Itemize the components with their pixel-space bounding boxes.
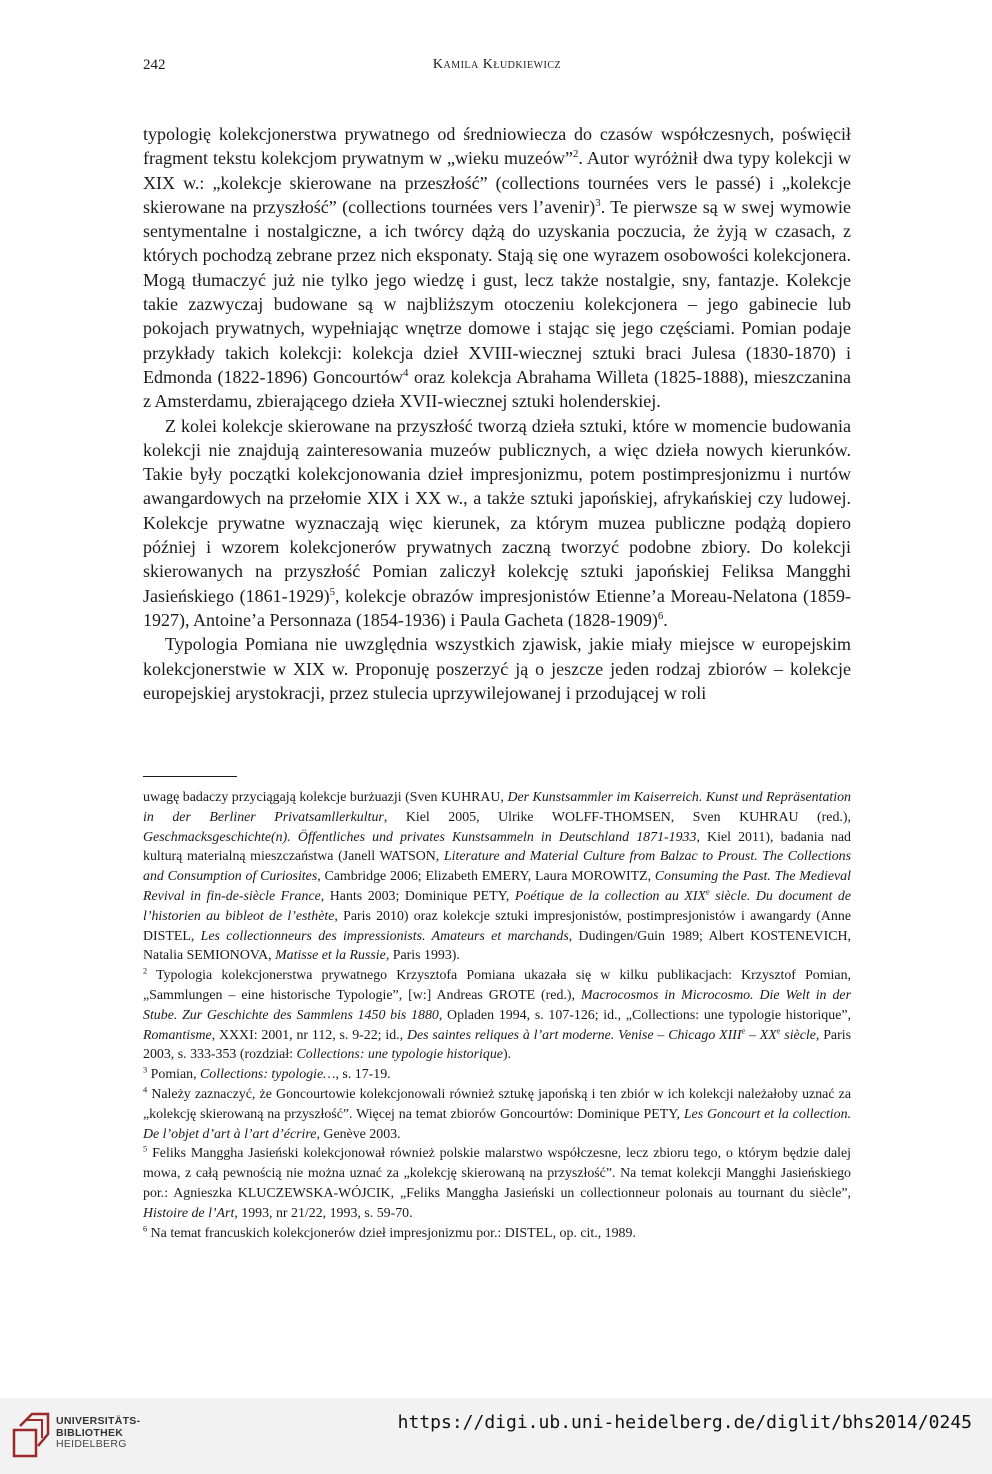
footnote-ref-4[interactable]: 4: [403, 366, 409, 379]
paragraph-1: [143, 122, 851, 414]
library-logo-icon[interactable]: [12, 1412, 50, 1458]
footnote-6: $^6$ Na temat francuskich kolekcjonerów dzieł impresjonizmu por.: DISTEL, op. cit., 1989.: [143, 1223, 636, 1241]
main-text: [143, 122, 851, 705]
paragraph-3: Typologia Pomiana nie uwzględnia wszystkich zjawisk, jakie miały miejsce w europejskim kolekcjonerstwie w XIX w. Proponuję poszerzyć ją o jeszcze jeden rodzaj zbiorów – kolekcje europejskiej arystokracji, przez stulecia uprzywilejowanej i przodującej w roli: [143, 634, 851, 703]
footnote-number: 3: [143, 1065, 148, 1075]
footnote-number: 6: [143, 1223, 148, 1233]
running-head: Kamila Kłudkiewicz: [432, 57, 562, 72]
footnote-continued: uwagę badaczy przyciągają kolekcje burżuazji (Sven KUHRAU, Der Kunstsammler im Kaiserreich. Kunst und Repräsentation in der Berliner Privatsamllerkultur, Kiel 2005, Ulrike WOLFF-THOMSEN, Sven KUHRAU (red.), Geschmacksgeschichte(n). Öffentliches und privates Kunstsammeln in Deutschland 1871-1933, Kiel 2011), badania nad kulturą materialną mieszczaństwa (Janell WATSON, Literature and Material Culture from Balzac to Proust. The Collections and Consumption of Curiosites, Cambridge 2006; Elizabeth EMERY, Laura MOROWITZ, Consuming the Past. The Medieval Revival in fin-de-siècle France, Hants 2003; Dominique PETY, Poétique de la collection au XIXe siècle. Du document de l’historien au bibleot de l’esthète, Paris 2010) oraz kolekcje sztuki impresjonistów, postimpresjonistów i awangardy (Anne DISTEL, Les collectionneurs des impressionists. Amateurs et marchands, Dudingen/Guin 1989; Albert KOSTENEVICH, Natalia SEMIONOVA, Matisse et la Russie, Paris 1993).: [143, 790, 852, 964]
footnote-number: 2: [143, 966, 148, 976]
footnotes: [143, 788, 851, 1243]
footnote-2: $^2$ Typologia kolekcjonerstwa prywatnego Krzysztofa Pomiana ukazała się w kilku publikacjach: Krzysztof Pomian, „Sammlungen – eine historische Typologie”, [w:] Andreas GROTE (red.), Macrocosmos in Microcosmo. Die Welt in der Stube. Zur Geschichte des Sammlens 1450 bis 1880, Opladen 1994, s. 107-126; id., „Collections: une typologie historique”, Romantisme, XXXI: 2001, nr 112, s. 9-22; id., Des saintes reliques à l’art moderne. Venise – Chicago XIIIe – XXe siècle, Paris 2003, s. 333-353 (rozdział: Collections: une typologie historique).: [143, 966, 851, 1063]
footnote-number: 4: [143, 1085, 148, 1095]
page-header: [143, 57, 851, 79]
footnote-ref-3[interactable]: 3: [595, 196, 601, 209]
text: .: [663, 609, 668, 630]
footnote-ref-2[interactable]: 2: [573, 148, 579, 161]
page-number: 242: [143, 57, 166, 73]
text: Z kolei kolekcje skierowane na przyszłość tworzą dzieła sztuki, które w momencie budowania kolekcji nie znajdują zainteresowania muzeów publicznych, a więc dzieła nowych kierunków. Takie były początki kolekcjonowania dzieł impresjonizmu, potem postimpresjonizmu i nurtów awangardowych na przełomie XIX i XX w., a także sztuki japońskiej, afrykańskiej czy ludowej. Kolekcje prywatne wyznaczają więc kierunek, za którym muzea publiczne podążą dopiero później i wzorem kolekcjonerów prywatnych zaczną tworzyć podobne zbiory. Do kolekcji skierowanych na przyszłość Pomian zaliczył kolekcję sztuki japońskiej Feliksa Mangghi Jasieńskiego (1861-1929): [143, 415, 851, 606]
footnote-ref-5[interactable]: 5: [329, 585, 335, 598]
permalink-url[interactable]: https://digi.ub.uni-heidelberg.de/diglit/bhs2014/0245: [397, 1412, 972, 1433]
text: typologię kolekcjonerstwa prywatnego od średniowiecza do czasów współczesnych, poświęcił fragment tekstu kolekcjom prywatnym w „wieku muzeów”: [143, 124, 851, 169]
text: . Autor wyróżnił dwa typy kolekcji w XIX w.: „kolekcje skierowane na przeszłość” (collections tournées vers le passé) i „kolekcje skierowane na przyszłość” (collections tournées vers l’avenir): [143, 148, 851, 217]
footnote-ref-6[interactable]: 6: [657, 609, 664, 622]
footnote-5: $^5$ Feliks Manggha Jasieński kolekcjonował również polskie malarstwo współczesne, lecz zbioru tego, o którym będzie dalej mowa, z całą pewnością nie można uznać za „kolekcję skierowaną na przyszłość”. Na temat kolekcji Mangghi Jasieńskiego por.: Agnieszka KLUCZEWSKA-WÓJCIK, „Feliks Manggha Jasieński un collectionneur polonais au tournant du siècle”, Histoire de l’Art, 1993, nr 21/22, 1993, s. 59-70.: [143, 1144, 851, 1221]
text: , kolekcje obrazów impresjonistów Etienne’a Moreau-Nelatona (1859-1927), Antoine’a Personnaza (1854-1936) i Paula Gacheta (1828-1909): [143, 585, 852, 630]
footnote-separator: [143, 776, 237, 777]
footnote-number: 5: [143, 1144, 148, 1154]
footnote-4: $^4$ Należy zaznaczyć, że Goncourtowie kolekcjonowali również sztukę japońską i ten zbiór w ich kolekcji należałoby uznać za „kolekcję skierowaną na przyszłość”. Więcej na temat zbiorów Goncourtów: Dominique PETY, Les Goncourt et la collection. De l’objet d’art à l’art d’écrire, Genève 2003.: [143, 1085, 851, 1142]
text: oraz kolekcja Abrahama Willeta (1825-1888), mieszczanina z Amsterdamu, zbierającego dzieła XVII-wiecznej sztuki holenderskiej.: [143, 366, 851, 412]
footnote-3: $^3$ Pomian, Collections: typologie…, s. 17-19.: [143, 1065, 391, 1083]
paragraph-2: [143, 414, 851, 633]
footer-bar: [0, 1398, 992, 1474]
library-name: UNIVERSITÄTS- BIBLIOTHEK HEIDELBERG: [56, 1415, 141, 1450]
text: . Te pierwsze są w swej wymowie sentymentalne i nostalgiczne, a ich twórcy dążą do uzyskania poczucia, że żyją w czasach, z których pochodzą zebrane przez nich eksponaty. Stają się one wyrazem osobowości kolekcjonera. Mogą tłumaczyć już nie tylko jego wiedzę i gust, lecz także nostalgie, sny, fantazje. Kolekcje takie zazwyczaj budowane są w najbliższym otoczeniu kolekcjonera – jego gabinecie lub pokojach prywatnych, wypełniając wnętrze domowe i stając się jego częściami. Pomian podaje przykłady takich kolekcji: kolekcja dzieł XVIII-wiecznej sztuki braci Julesa (1830-1870) i Edmonda (1822-1896) Goncourtów: [143, 196, 851, 387]
